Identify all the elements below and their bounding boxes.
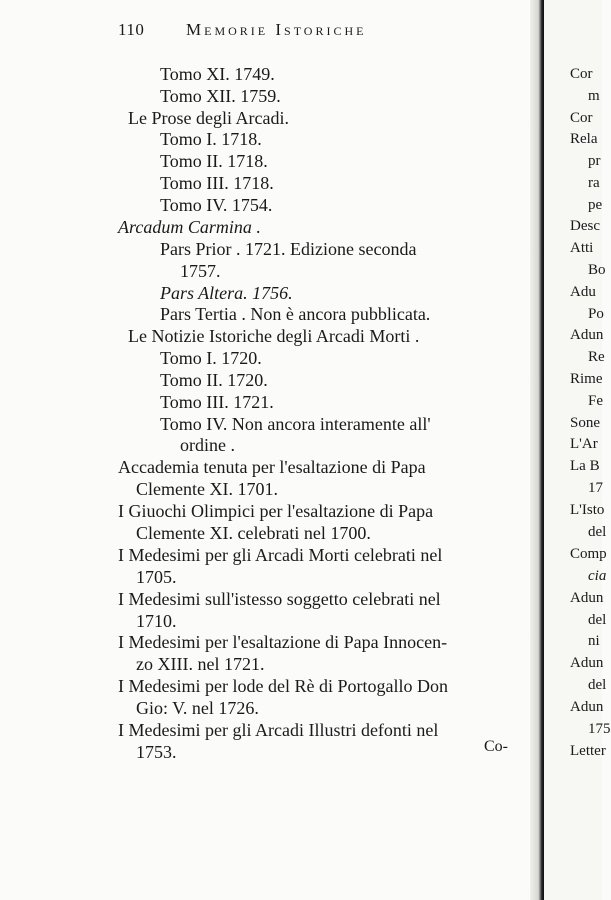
right-page-fragment: La B bbox=[570, 458, 600, 474]
entry-line: Gio: V. nel 1726. bbox=[136, 698, 259, 718]
entry-line: Pars Tertia . Non è ancora pubblicata. bbox=[160, 304, 431, 324]
entry-line: Clemente XI. celebrati nel 1700. bbox=[136, 523, 371, 543]
right-page-fragment: 17 bbox=[588, 480, 603, 496]
right-page-fragment: Comp bbox=[570, 546, 607, 562]
right-page-fragment: Rime bbox=[570, 371, 603, 387]
entry-line: 1753. bbox=[136, 742, 177, 762]
entry-line: 1705. bbox=[136, 567, 177, 587]
entry-line: I Medesimi per lode del Rè di Portogallo Don bbox=[118, 676, 448, 696]
right-page-fragment: del bbox=[588, 677, 607, 693]
right-page-fragment: Atti bbox=[570, 240, 594, 256]
right-page-fragment: cia bbox=[588, 568, 607, 584]
right-page-fragment: Adu bbox=[570, 284, 596, 300]
entry-line: Tomo III. 1718. bbox=[160, 173, 274, 193]
entry-line: I Medesimi per gli Arcadi Morti celebrati nel bbox=[118, 545, 443, 565]
right-page-fragment: Adun bbox=[570, 327, 604, 343]
page-number: 110 bbox=[118, 20, 145, 39]
entry-line: Tomo IV. 1754. bbox=[160, 195, 273, 215]
entry-line: 1757. bbox=[180, 261, 221, 281]
right-page-fragment: pe bbox=[588, 197, 603, 213]
entry-line: I Medesimi per gli Arcadi Illustri defonti nel bbox=[118, 720, 439, 740]
catchword: Co- bbox=[484, 738, 508, 755]
entry-line: 1710. bbox=[136, 611, 177, 631]
right-page-fragment: Adun bbox=[570, 655, 604, 671]
entry-line: I Medesimi sull'istesso soggetto celebrati nel bbox=[118, 589, 441, 609]
entry-line: Le Notizie Istoriche degli Arcadi Morti . bbox=[128, 326, 420, 346]
right-page-fragment: Adun bbox=[570, 699, 604, 715]
right-page-fragment: Desc bbox=[570, 218, 600, 234]
entry-line: I Medesimi per l'esaltazione di Papa Innocen- bbox=[118, 632, 448, 652]
right-page-fragment: m bbox=[588, 88, 600, 104]
right-page-fragment: Cor bbox=[570, 110, 593, 126]
entry-line: Tomo XII. 1759. bbox=[160, 86, 281, 106]
right-page-fragment: ni bbox=[588, 633, 600, 649]
entry-line: Accademia tenuta per l'esaltazione di Papa bbox=[118, 457, 426, 477]
entry-line: zo XIII. nel 1721. bbox=[136, 654, 265, 674]
entry-line: Pars Altera. 1756. bbox=[160, 283, 293, 303]
entry-line: Tomo II. 1718. bbox=[160, 151, 268, 171]
right-page-fragment: del bbox=[588, 612, 607, 628]
right-page-fragment: Adun bbox=[570, 590, 604, 606]
entry-line: Tomo XI. 1749. bbox=[160, 64, 275, 84]
right-page-fragment: Bo bbox=[588, 262, 606, 278]
right-page-fragment: Sone bbox=[570, 415, 600, 431]
entry-line: Tomo III. 1721. bbox=[160, 392, 274, 412]
right-page-fragment: Fe bbox=[588, 393, 603, 409]
entry-line: I Giuochi Olimpici per l'esaltazione di Papa bbox=[118, 501, 434, 521]
entry-line: ordine . bbox=[180, 435, 235, 455]
entry-line: Clemente XI. 1701. bbox=[136, 479, 278, 499]
running-title: Memorie Istoriche bbox=[186, 20, 367, 39]
entry-line: Arcadum Carmina . bbox=[118, 217, 261, 237]
right-page-fragment: Re bbox=[588, 349, 605, 365]
entry-line: Tomo I. 1720. bbox=[160, 348, 262, 368]
right-page-edge bbox=[544, 0, 611, 900]
entry-line: Tomo II. 1720. bbox=[160, 370, 268, 390]
right-page-fragment: Rela bbox=[570, 131, 598, 147]
right-page-fragment: Po bbox=[588, 306, 604, 322]
right-page-fragment: L'Ar bbox=[570, 436, 598, 452]
book-gutter bbox=[530, 0, 544, 900]
entry-line: Le Prose degli Arcadi. bbox=[128, 108, 289, 128]
entry-line: Tomo I. 1718. bbox=[160, 129, 262, 149]
right-page-fragment: del bbox=[588, 524, 607, 540]
entry-line: Tomo IV. Non ancora interamente all' bbox=[160, 414, 431, 434]
right-page-fragment: ra bbox=[588, 175, 600, 191]
right-page-fragment: Cor bbox=[570, 66, 593, 82]
right-page-fragment: L'Isto bbox=[570, 502, 605, 518]
running-header bbox=[118, 20, 366, 40]
entry-line: Pars Prior . 1721. Edizione seconda bbox=[160, 239, 417, 259]
right-page-fragment: Letter bbox=[570, 743, 606, 759]
right-page-fragment: pr bbox=[588, 153, 601, 169]
right-page-fragment: 175 bbox=[588, 721, 611, 737]
